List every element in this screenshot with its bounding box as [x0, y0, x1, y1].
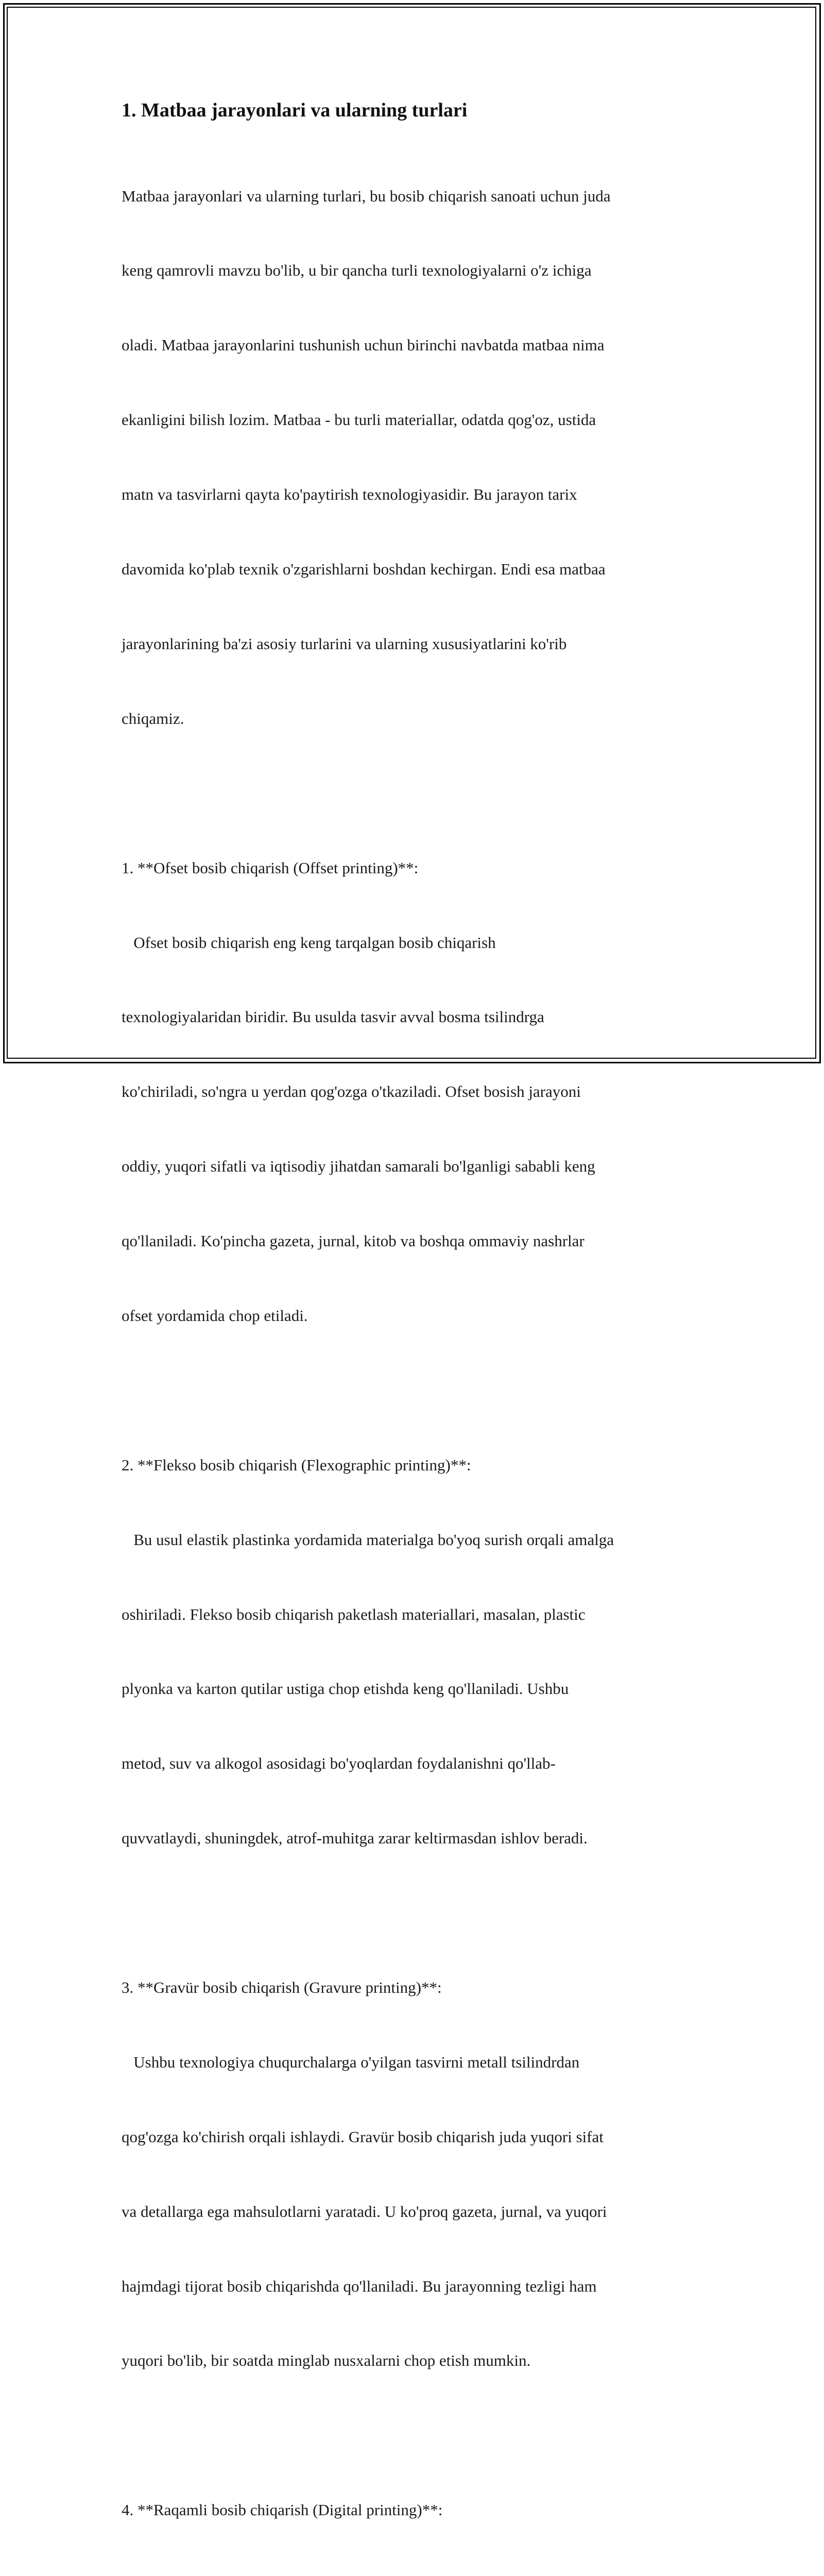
- section-offset: [122, 806, 709, 1378]
- paragraph-line: matn va tasvirlarni qayta ko'paytirish texnologiyasidir. Bu jarayon tarix: [122, 485, 577, 504]
- section-title: 4. **Raqamli bosib chiqarish (Digital printing)**:: [122, 2501, 443, 2519]
- paragraph-line: metod, suv va alkogol asosidagi bo'yoqlardan foydalanishni qo'llab-: [122, 1754, 556, 1773]
- paragraph-line: jarayonlarining ba'zi asosiy turlarini va ularning xususiyatlarini ko'rib: [122, 634, 567, 653]
- paragraph-line: hajmdagi tijorat bosib chiqarishda qo'llaniladi. Bu jarayonning tezligi ham: [122, 2277, 597, 2295]
- section-digital: [122, 2448, 709, 2576]
- paragraph-line: ofset yordamida chop etiladi.: [122, 1306, 308, 1325]
- section-title: 3. **Gravür bosib chiqarish (Gravure printing)**:: [122, 1978, 442, 1996]
- paragraph-line: davomida ko'plab texnik o'zgarishlarni boshdan kechirgan. Endi esa matbaa: [122, 560, 606, 579]
- paragraph-line: quvvatlaydi, shuningdek, atrof-muhitga zarar keltirmasdan ishlov beradi.: [122, 1829, 588, 1848]
- section-gravure: [122, 1925, 709, 2423]
- paragraph-line: Ushbu texnologiya chuqurchalarga o'yilgan tasvirni metall tsilindrdan: [122, 2053, 580, 2071]
- paragraph-line: keng qamrovli mavzu bo'lib, u bir qancha turli texnologiyalarni o'z ichiga: [122, 261, 592, 280]
- paragraph-line: oladi. Matbaa jarayonlarini tushunish uchun birinchi navbatda matbaa nima: [122, 336, 605, 354]
- paragraph-line: Matbaa jarayonlari va ularning turlari, bu bosib chiqarish sanoati uchun juda: [122, 187, 611, 205]
- paragraph-line: yuqori bo'lib, bir soatda minglab nusxalarni chop etish mumkin.: [122, 2351, 531, 2370]
- paragraph-line: qo'llaniladi. Ko'pincha gazeta, jurnal, kitob va boshqa ommaviy nashrlar: [122, 1232, 585, 1250]
- document-heading: 1. Matbaa jarayonlari va ularning turlari: [122, 99, 468, 121]
- section-title: 2. **Flekso bosib chiqarish (Flexographic printing)**:: [122, 1455, 471, 1474]
- section-title: 1. **Ofset bosib chiqarish (Offset printing)**:: [122, 858, 419, 877]
- section-flexo: [122, 1403, 709, 1901]
- paragraph-line: oshiriladi. Flekso bosib chiqarish paketlash materiallari, masalan, plastic: [122, 1605, 586, 1623]
- document-body: [122, 96, 709, 2576]
- paragraph-line: texnologiyalaridan biridir. Bu usulda tasvir avval bosma tsilindrga: [122, 1008, 544, 1026]
- paragraph-line: ekanligini bilish lozim. Matbaa - bu turli materiallar, odatda qog'oz, ustida: [122, 411, 596, 429]
- paragraph-line: Bu usul elastik plastinka yordamida materialga bo'yoq surish orqali amalga: [122, 1530, 614, 1549]
- paragraph-line: qog'ozga ko'chirish orqali ishlaydi. Gravür bosib chiqarish juda yuqori sifat: [122, 2127, 604, 2146]
- intro-paragraph: [122, 134, 709, 781]
- paragraph-line: ko'chiriladi, so'ngra u yerdan qog'ozga o'tkaziladi. Ofset bosish jarayoni: [122, 1082, 581, 1101]
- paragraph-line: [122, 2572, 709, 2576]
- paragraph-line: oddiy, yuqori sifatli va iqtisodiy jihatdan samarali bo'lganligi sababli keng: [122, 1157, 595, 1176]
- paragraph-line: va detallarga ega mahsulotlarni yaratadi. U ko'proq gazeta, jurnal, va yuqori: [122, 2202, 607, 2221]
- paragraph-line: plyonka va karton qutilar ustiga chop etishda keng qo'llaniladi. Ushbu: [122, 1680, 569, 1698]
- paragraph-line: Ofset bosib chiqarish eng keng tarqalgan bosib chiqarish: [122, 933, 496, 952]
- paragraph-line: chiqamiz.: [122, 709, 184, 727]
